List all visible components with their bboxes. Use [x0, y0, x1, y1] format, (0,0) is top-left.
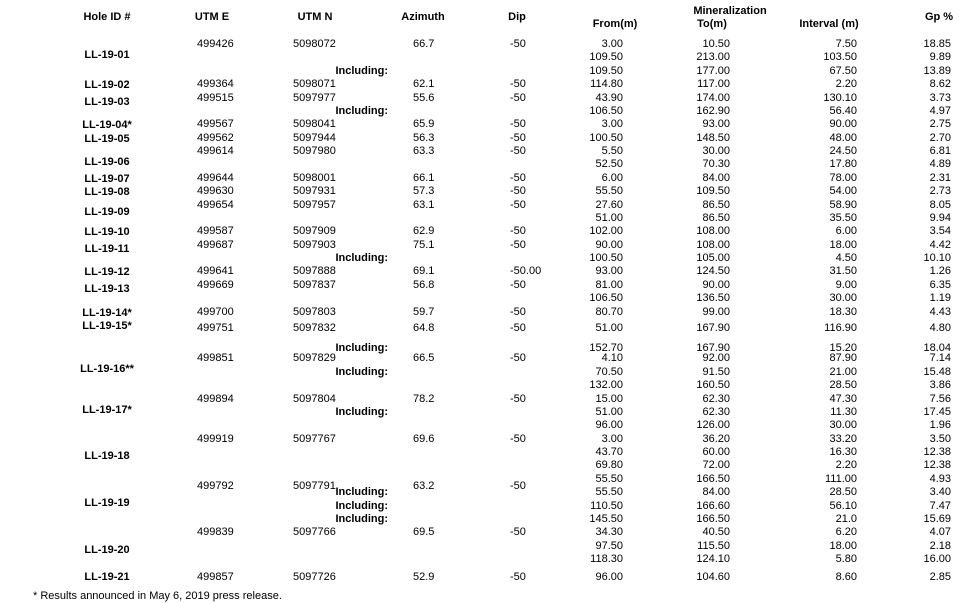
interval-value: 2.20 — [835, 459, 857, 472]
from-value: 96.00 — [595, 570, 623, 583]
hole-id: LL-19-13 — [84, 283, 130, 296]
utm-e-value: 499364 — [197, 78, 234, 91]
gp-value: 4.89 — [929, 158, 951, 171]
gp-value: 15.48 — [923, 365, 951, 378]
gp-value: 10.10 — [923, 252, 951, 265]
to-value: 84.00 — [702, 486, 730, 499]
to-value: 70.30 — [702, 158, 730, 171]
interval-value: 56.40 — [829, 104, 857, 117]
dip-value: -50 — [510, 38, 526, 50]
utm-e-value: 499669 — [197, 278, 234, 291]
from-value: 97.50 — [595, 539, 623, 552]
to-value: 104.60 — [696, 570, 730, 583]
to-value: 126.00 — [696, 419, 730, 432]
interval-value: 6.20 — [835, 526, 857, 539]
azimuth-value: 66.5 — [413, 352, 435, 365]
utm-e-value: 499630 — [197, 185, 234, 198]
utm-n-value: 5098071 — [293, 78, 336, 91]
including-label: Including: — [335, 365, 388, 378]
to-value: 40.50 — [702, 526, 730, 539]
hole-id: LL-19-05 — [84, 132, 130, 145]
gp-value: 18.85 — [923, 38, 951, 50]
utm-e-value: 499426 — [197, 38, 234, 50]
to-value: 62.30 — [702, 392, 730, 405]
utm-e-value: 499587 — [197, 225, 234, 238]
azimuth-value: 63.3 — [413, 145, 435, 158]
dip-value: -50 — [510, 225, 526, 238]
gp-value: 4.93 — [929, 472, 951, 485]
dip-value: -50 — [510, 526, 526, 539]
gp-value: 7.47 — [929, 499, 951, 512]
gp-value: 1.96 — [929, 419, 951, 432]
hole-id: LL-19-03 — [84, 95, 130, 108]
to-value: 86.50 — [702, 211, 730, 224]
utm-n-value: 5097944 — [293, 131, 336, 144]
from-value: 5.50 — [601, 145, 623, 158]
dip-value: -50 — [510, 570, 526, 583]
gp-value: 9.89 — [929, 51, 951, 64]
including-label: Including: — [335, 341, 388, 354]
from-value: 15.00 — [595, 392, 623, 405]
interval-value: 4.50 — [835, 252, 857, 265]
gp-value: 4.42 — [929, 238, 951, 251]
hole-id: LL-19-21 — [84, 570, 130, 583]
hole-id: LL-19-09 — [84, 206, 130, 219]
to-value: 213.00 — [696, 51, 730, 64]
azimuth-value: 52.9 — [413, 570, 435, 583]
to-value: 72.00 — [702, 459, 730, 472]
including-label: Including: — [335, 104, 388, 117]
utm-e-value: 499562 — [197, 131, 234, 144]
gp-value: 16.00 — [923, 553, 951, 566]
interval-value: 54.00 — [829, 185, 857, 198]
utm-e-value: 499614 — [197, 145, 234, 158]
interval-value: 58.90 — [829, 198, 857, 211]
dip-value: -50 — [510, 352, 526, 365]
dip-value: -50.00 — [510, 265, 542, 278]
interval-value: 31.50 — [829, 265, 857, 278]
gp-value: 2.75 — [929, 118, 951, 131]
azimuth-value: 66.1 — [413, 171, 435, 184]
header-from: From(m) — [592, 18, 638, 30]
to-value: 30.00 — [702, 145, 730, 158]
gp-value: 1.19 — [929, 292, 951, 305]
interval-value: 130.10 — [823, 91, 857, 104]
interval-value: 30.00 — [829, 292, 857, 305]
gp-value: 4.43 — [929, 305, 951, 318]
from-value: 3.00 — [601, 38, 623, 50]
hole-id: LL-19-04* — [82, 119, 132, 132]
from-value: 69.80 — [595, 459, 623, 472]
from-value: 27.60 — [595, 198, 623, 211]
dip-value: -50 — [510, 278, 526, 291]
utm-e-value: 499654 — [197, 198, 234, 211]
gp-value: 17.45 — [923, 405, 951, 418]
azimuth-value: 56.8 — [413, 278, 435, 291]
gp-value: 18.04 — [923, 341, 951, 354]
to-value: 174.00 — [696, 91, 730, 104]
gp-value: 4.07 — [929, 526, 951, 539]
gp-value: 1.26 — [929, 265, 951, 278]
from-value: 51.00 — [595, 321, 623, 334]
from-value: 109.50 — [589, 64, 623, 77]
utm-n-value: 5098072 — [293, 38, 336, 50]
dip-value: -50 — [510, 118, 526, 131]
including-label: Including: — [335, 405, 388, 418]
gp-value: 3.73 — [929, 91, 951, 104]
including-label: Including: — [335, 499, 388, 512]
interval-value: 103.50 — [823, 51, 857, 64]
dip-value: -50 — [510, 78, 526, 91]
to-value: 115.50 — [697, 539, 730, 552]
to-value: 160.50 — [696, 379, 730, 392]
interval-value: 33.20 — [829, 432, 857, 445]
utm-e-value: 499857 — [197, 570, 234, 583]
header-utm-n: UTM N — [297, 11, 333, 23]
hole-id: LL-19-11 — [84, 243, 130, 256]
gp-value: 12.38 — [923, 459, 951, 472]
azimuth-value: 63.2 — [413, 479, 435, 492]
to-value: 166.60 — [696, 499, 730, 512]
utm-e-value: 499641 — [197, 265, 234, 278]
header-mineralization: Mineralization — [693, 5, 767, 17]
hole-id: LL-19-06 — [84, 156, 130, 169]
azimuth-value: 65.9 — [413, 118, 435, 131]
to-value: 136.50 — [696, 292, 730, 305]
from-value: 102.00 — [589, 225, 623, 238]
to-value: 91.50 — [702, 365, 730, 378]
azimuth-value: 66.7 — [413, 38, 435, 50]
gp-value: 8.62 — [929, 78, 951, 91]
header-gp: Gp % — [924, 11, 954, 23]
to-value: 86.50 — [702, 198, 730, 211]
hole-id: LL-19-07 — [84, 172, 130, 185]
azimuth-value: 62.9 — [413, 225, 435, 238]
to-value: 84.00 — [702, 171, 730, 184]
to-value: 93.00 — [702, 118, 730, 131]
to-value: 109.50 — [696, 185, 730, 198]
interval-value: 30.00 — [829, 419, 857, 432]
hole-id: LL-19-12 — [84, 266, 130, 279]
azimuth-value: 69.1 — [413, 265, 435, 278]
from-value: 55.50 — [595, 486, 623, 499]
gp-value: 6.35 — [929, 278, 951, 291]
utm-e-value: 499515 — [197, 91, 234, 104]
utm-n-value: 5097766 — [293, 526, 336, 539]
dip-value: -50 — [510, 479, 526, 492]
hole-id: LL-19-14* — [82, 306, 132, 319]
gp-value: 3.40 — [929, 486, 951, 499]
from-value: 80.70 — [595, 305, 623, 318]
hole-id: LL-19-01 — [84, 49, 130, 62]
from-value: 43.70 — [595, 446, 623, 459]
utm-n-value: 5097803 — [293, 305, 336, 318]
interval-value: 18.30 — [829, 305, 857, 318]
utm-e-value: 499792 — [197, 479, 234, 492]
including-label: Including: — [335, 486, 388, 499]
to-value: 117.00 — [697, 78, 730, 91]
interval-value: 35.50 — [829, 211, 857, 224]
interval-value: 111.00 — [824, 472, 857, 485]
interval-value: 6.00 — [835, 225, 857, 238]
from-value: 51.00 — [595, 405, 623, 418]
from-value: 106.50 — [589, 292, 623, 305]
header-azimuth: Azimuth — [401, 11, 445, 23]
utm-n-value: 5097980 — [293, 145, 336, 158]
interval-value: 67.50 — [829, 64, 857, 77]
gp-value: 2.73 — [929, 185, 951, 198]
utm-e-value: 499894 — [197, 392, 234, 405]
interval-value: 15.20 — [829, 341, 857, 354]
gp-value: 9.94 — [929, 211, 951, 224]
dip-value: -50 — [510, 185, 526, 198]
interval-value: 16.30 — [829, 446, 857, 459]
utm-n-value: 5097726 — [293, 570, 336, 583]
interval-value: 24.50 — [829, 145, 857, 158]
utm-n-value: 5097957 — [293, 198, 336, 211]
azimuth-value: 63.1 — [413, 198, 435, 211]
to-value: 162.90 — [696, 104, 730, 117]
from-value: 34.30 — [595, 526, 623, 539]
to-value: 36.20 — [702, 432, 730, 445]
utm-e-value: 499644 — [197, 171, 234, 184]
azimuth-value: 59.7 — [413, 305, 435, 318]
utm-e-value: 499700 — [197, 305, 234, 318]
hole-id: LL-19-16** — [80, 363, 134, 376]
utm-n-value: 5097791 — [293, 479, 336, 492]
hole-id: LL-19-17* — [82, 403, 132, 416]
interval-value: 9.00 — [835, 278, 857, 291]
from-value: 93.00 — [595, 265, 623, 278]
azimuth-value: 69.5 — [413, 526, 435, 539]
azimuth-value: 75.1 — [413, 238, 435, 251]
from-value: 114.80 — [590, 78, 623, 91]
interval-value: 7.50 — [835, 38, 857, 50]
utm-e-value: 499851 — [197, 352, 234, 365]
from-value: 55.50 — [595, 185, 623, 198]
gp-value: 13.89 — [923, 64, 951, 77]
interval-value: 78.00 — [829, 171, 857, 184]
to-value: 60.00 — [702, 446, 730, 459]
utm-n-value: 5097829 — [293, 352, 336, 365]
dip-value: -50 — [510, 321, 526, 334]
interval-value: 5.80 — [835, 553, 857, 566]
footnote: * Results announced in May 6, 2019 press release. — [33, 590, 282, 602]
utm-e-value: 499839 — [197, 526, 234, 539]
utm-e-value: 499919 — [197, 432, 234, 445]
interval-value: 47.30 — [829, 392, 857, 405]
from-value: 51.00 — [595, 211, 623, 224]
from-value: 55.50 — [595, 472, 623, 485]
to-value: 167.90 — [696, 341, 730, 354]
azimuth-value: 55.6 — [413, 91, 435, 104]
gp-value: 2.85 — [929, 570, 951, 583]
interval-value: 56.10 — [829, 499, 857, 512]
gp-value: 4.97 — [929, 104, 951, 117]
from-value: 118.30 — [590, 553, 623, 566]
from-value: 90.00 — [595, 238, 623, 251]
from-value: 43.90 — [595, 91, 623, 104]
dip-value: -50 — [510, 392, 526, 405]
gp-value: 7.14 — [929, 352, 951, 365]
utm-n-value: 5098041 — [293, 118, 336, 131]
header-interval: Interval (m) — [799, 18, 859, 30]
to-value: 99.00 — [702, 305, 730, 318]
to-value: 167.90 — [696, 321, 730, 334]
interval-value: 18.00 — [829, 238, 857, 251]
gp-value: 8.05 — [929, 198, 951, 211]
hole-id: LL-19-15* — [82, 319, 132, 332]
utm-e-value: 499751 — [197, 321, 234, 334]
to-value: 90.00 — [702, 278, 730, 291]
interval-value: 2.20 — [835, 78, 857, 91]
gp-value: 6.81 — [929, 145, 951, 158]
dip-value: -50 — [510, 171, 526, 184]
hole-id: LL-19-08 — [84, 186, 130, 199]
interval-value: 90.00 — [829, 118, 857, 131]
azimuth-value: 57.3 — [413, 185, 435, 198]
from-value: 106.50 — [589, 104, 623, 117]
interval-value: 11.30 — [830, 405, 857, 418]
to-value: 148.50 — [696, 131, 730, 144]
dip-value: -50 — [510, 432, 526, 445]
gp-value: 3.50 — [929, 432, 951, 445]
gp-value: 3.86 — [929, 379, 951, 392]
from-value: 3.00 — [601, 432, 623, 445]
interval-value: 116.90 — [824, 321, 857, 334]
to-value: 124.50 — [696, 265, 730, 278]
hole-id: LL-19-02 — [84, 79, 130, 92]
gp-value: 2.18 — [929, 539, 951, 552]
interval-value: 17.80 — [829, 158, 857, 171]
utm-e-value: 499567 — [197, 118, 234, 131]
hole-id: LL-19-18 — [84, 450, 130, 463]
dip-value: -50 — [510, 305, 526, 318]
to-value: 10.50 — [702, 38, 730, 50]
gp-value: 3.54 — [929, 225, 951, 238]
utm-n-value: 5097977 — [293, 91, 336, 104]
interval-value: 8.60 — [835, 570, 857, 583]
from-value: 145.50 — [589, 512, 623, 525]
interval-value: 28.50 — [829, 486, 857, 499]
interval-value: 48.00 — [829, 131, 857, 144]
dip-value: -50 — [510, 198, 526, 211]
utm-n-value: 5097832 — [293, 321, 336, 334]
gp-value: 12.38 — [923, 446, 951, 459]
interval-value: 21.0 — [835, 512, 857, 525]
gp-value: 7.56 — [929, 392, 951, 405]
from-value: 110.50 — [590, 499, 623, 512]
interval-value: 28.50 — [829, 379, 857, 392]
from-value: 6.00 — [601, 171, 623, 184]
gp-value: 2.70 — [929, 131, 951, 144]
to-value: 124.10 — [696, 553, 730, 566]
gp-value: 15.69 — [923, 512, 951, 525]
hole-id: LL-19-19 — [84, 497, 130, 510]
azimuth-value: 56.3 — [413, 131, 435, 144]
including-label: Including: — [335, 252, 388, 265]
from-value: 152.70 — [589, 341, 623, 354]
dip-value: -50 — [510, 238, 526, 251]
header-hole-id: Hole ID # — [83, 11, 131, 23]
header-to: To(m) — [697, 18, 727, 30]
dip-value: -50 — [510, 91, 526, 104]
utm-n-value: 5097837 — [293, 278, 336, 291]
gp-value: 4.80 — [929, 321, 951, 334]
dip-value: -50 — [510, 145, 526, 158]
utm-n-value: 5097903 — [293, 238, 336, 251]
utm-n-value: 5097909 — [293, 225, 336, 238]
from-value: 52.50 — [595, 158, 623, 171]
azimuth-value: 62.1 — [413, 78, 435, 91]
from-value: 3.00 — [601, 118, 623, 131]
from-value: 100.50 — [589, 131, 623, 144]
dip-value: -50 — [510, 131, 526, 144]
from-value: 4.10 — [601, 352, 623, 365]
hole-id: LL-19-20 — [84, 544, 130, 557]
interval-value: 18.00 — [829, 539, 857, 552]
interval-value: 21.00 — [829, 365, 857, 378]
utm-n-value: 5097767 — [293, 432, 336, 445]
gp-value: 2.31 — [929, 171, 951, 184]
to-value: 105.00 — [696, 252, 730, 265]
including-label: Including: — [335, 512, 388, 525]
from-value: 70.50 — [595, 365, 623, 378]
to-value: 177.00 — [696, 64, 730, 77]
utm-n-value: 5097931 — [293, 185, 336, 198]
header-dip: Dip — [508, 11, 526, 23]
from-value: 132.00 — [589, 379, 623, 392]
azimuth-value: 78.2 — [413, 392, 435, 405]
to-value: 108.00 — [696, 238, 730, 251]
utm-n-value: 5098001 — [293, 171, 336, 184]
utm-e-value: 499687 — [197, 238, 234, 251]
utm-n-value: 5097888 — [293, 265, 336, 278]
from-value: 96.00 — [595, 419, 623, 432]
to-value: 108.00 — [696, 225, 730, 238]
to-value: 166.50 — [696, 472, 730, 485]
header-utm-e: UTM E — [194, 11, 230, 23]
azimuth-value: 69.6 — [413, 432, 435, 445]
to-value: 92.00 — [702, 352, 730, 365]
from-value: 100.50 — [589, 252, 623, 265]
hole-id: LL-19-10 — [84, 226, 130, 239]
from-value: 81.00 — [595, 278, 623, 291]
from-value: 109.50 — [589, 51, 623, 64]
interval-value: 87.90 — [829, 352, 857, 365]
azimuth-value: 64.8 — [413, 321, 435, 334]
including-label: Including: — [335, 64, 388, 77]
to-value: 166.50 — [696, 512, 730, 525]
utm-n-value: 5097804 — [293, 392, 336, 405]
to-value: 62.30 — [702, 405, 730, 418]
